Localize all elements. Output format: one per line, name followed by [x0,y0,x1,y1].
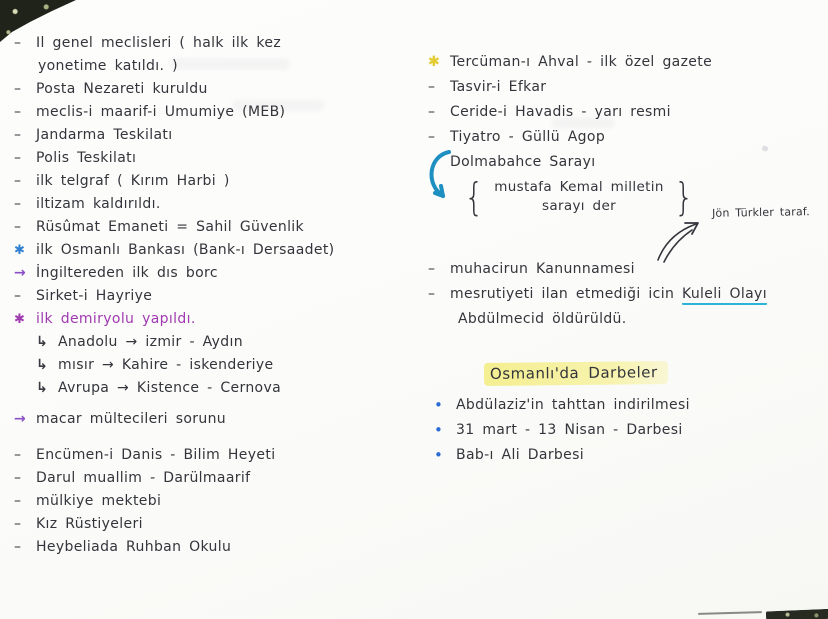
note-text: 31 mart - 13 Nisan - Darbesi [456,422,683,438]
note-text: ilk demiryolu yapıldı. [36,311,196,327]
note-text: Abdülaziz'in tahttan indirilmesi [456,397,690,413]
note-line [14,285,422,308]
dash-marker: – [14,219,22,235]
brace-note-text [494,178,664,216]
note-text: Darul muallim - Darülmaarif [36,470,251,486]
note-line [14,513,422,536]
dash-marker: – [14,516,22,532]
dash-marker: – [428,104,436,120]
note-text: Ceride-i Havadis - yarı resmi [450,104,671,120]
bullet-line [434,418,824,443]
note-subline [36,377,422,400]
note-text: İngiltereden ilk dıs borc [36,265,218,281]
note-line [14,467,422,490]
hook-arrow-icon: ↳ [36,334,49,350]
bullet-dot: • [434,396,444,414]
dash-marker: – [14,470,22,486]
note-text: iltizam kaldırıldı. [36,196,161,212]
note-text: ilk Osmanlı Bankası (Bank-ı Dersaadet) [36,242,335,258]
note-text: Heybeliada Ruhban Okulu [36,539,232,555]
note-subline [36,354,422,377]
note-line [458,307,824,332]
note-text: yonetime katıldı. ) [38,58,178,74]
dash-marker: – [14,150,22,166]
underlined-phrase: Kuleli Olayı [682,286,767,305]
photo-corner-shadow-bottom-right [766,608,828,619]
note-line [428,100,824,125]
note-line [14,170,422,193]
bullet-line [434,443,824,468]
note-text: Avrupa → Kistence - Cernova [58,380,282,396]
note-text-plain: mesrutiyeti ilan etmediği icin [450,286,675,302]
left-notes-column [14,32,422,559]
note-line [450,150,824,175]
dash-marker: – [14,288,22,304]
note-text: Tasvir-i Efkar [450,79,547,95]
purple-star-icon: ✱ [14,312,26,327]
note-line [14,408,422,431]
dash-marker: – [428,129,436,145]
bullet-dot: • [434,446,444,464]
note-text: Dolmabahce Sarayı [450,154,596,170]
note-line [14,490,422,513]
note-line [14,124,422,147]
blue-star-icon: ✱ [14,243,26,258]
note-line [14,32,422,55]
note-line [14,147,422,170]
dash-marker: – [14,104,22,120]
annotation-arrow-icon [652,216,710,264]
note-text: Tercüman-ı Ahval - ilk özel gazete [450,54,713,70]
brace-note-line2: sarayı der [541,198,617,214]
note-subline [36,331,422,354]
dash-marker: – [428,286,436,302]
note-text: Rüsûmat Emaneti = Sahil Güvenlik [36,219,305,235]
dash-marker: – [14,81,22,97]
note-text: Sirket-i Hayriye [36,288,153,304]
note-text: ilk telgraf ( Kırım Harbi ) [36,173,230,189]
note-line [14,262,422,285]
note-text: Bab-ı Ali Darbesi [456,447,585,463]
blue-curved-arrow-icon [423,146,463,208]
dash-marker: – [14,447,22,463]
dash-marker: – [14,35,22,51]
note-text: mülkiye mektebi [36,493,162,509]
note-line [14,444,422,467]
yellow-star-icon: ✱ [428,54,441,70]
note-text: meclis-i maarif-i Umumiye (MEB) [36,104,286,120]
brace-note-line1: mustafa Kemal milletin [494,179,664,195]
note-line [428,50,824,75]
section-heading-row [484,362,824,385]
right-notes-column [428,50,824,468]
note-line [14,216,422,239]
open-brace: { [464,175,484,219]
note-line [428,257,824,282]
hook-arrow-icon: ↳ [36,357,49,373]
bullet-dot: • [434,421,444,439]
note-line [14,239,422,262]
note-text: Anadolu → izmir - Aydın [58,334,243,350]
note-text [450,282,824,307]
note-line [14,78,422,101]
hook-arrow-icon: ↳ [36,380,49,396]
note-line [14,55,422,78]
dash-marker: – [14,173,22,189]
note-line [14,536,422,559]
dash-marker: – [428,79,436,95]
note-text: macar mültecileri sorunu [36,411,227,427]
note-line [14,101,422,124]
dash-marker: – [14,493,22,509]
highlighted-section-heading: Osmanlı'da Darbeler [484,361,668,386]
note-text: Kız Rüstiyeleri [36,516,143,532]
purple-arrow-icon: → [14,411,27,427]
dash-marker: – [14,127,22,143]
margin-annotation: Jön Türkler taraf. [711,205,810,220]
note-text: Jandarma Teskilatı [36,127,173,143]
note-text: mısır → Kahire - iskenderiye [58,357,274,373]
note-text: Posta Nezareti kuruldu [36,81,208,97]
bullet-line [434,393,824,418]
note-text: Polis Teskilatı [36,150,137,166]
note-text: Abdülmecid öldürüldü. [458,311,627,327]
note-line [428,282,824,307]
note-line [428,125,824,150]
note-text: Tiyatro - Güllü Agop [450,129,606,145]
note-line [14,308,422,331]
dash-marker: – [14,539,22,555]
dash-marker: – [428,261,436,277]
note-text: Encümen-i Danis - Bilim Heyeti [36,447,276,463]
purple-arrow-icon: → [14,265,27,281]
photo-corner-shadow-line [698,611,762,615]
note-line [14,193,422,216]
note-line [428,75,824,100]
note-text: Il genel meclisleri ( halk ilk kez [36,35,282,51]
close-brace: } [674,175,694,219]
note-text: muhacirun Kanunnamesi [450,261,635,277]
dash-marker: – [14,196,22,212]
